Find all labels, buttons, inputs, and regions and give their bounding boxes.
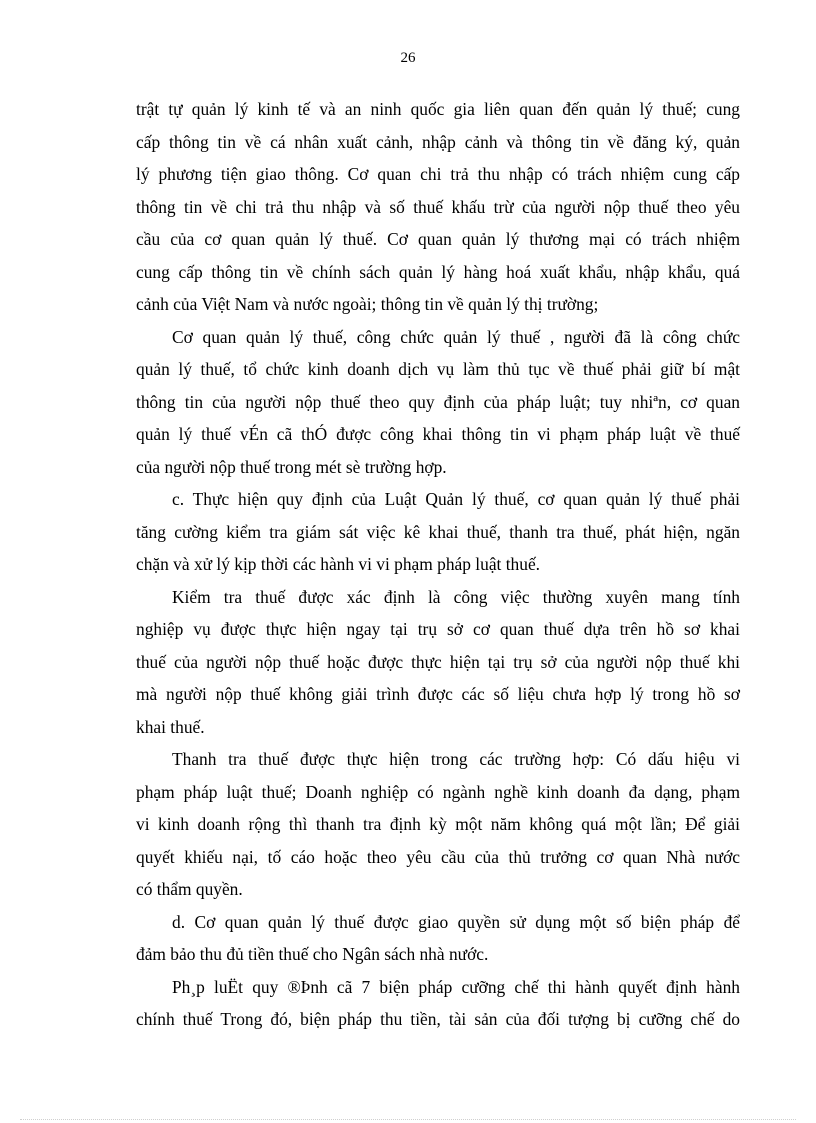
text-line: đảm bảo thu đủ tiền thuế cho Ngân sách nhà nước. — [136, 944, 489, 964]
text-line: nghiệp vụ được thực hiện ngay tại trụ sở cơ quan thuế dựa trên hồ sơ khai — [136, 619, 740, 639]
text-line: của người nộp thuế trong mét sè trường hợp. — [136, 456, 447, 477]
text-line: chính thuế Trong đó, biện pháp thu tiền, tài sản của đối tượng bị cưỡng chế do — [136, 1009, 740, 1029]
text-line: lý phương tiện giao thông. Cơ quan chi trả thu nhập có trách nhiệm cung cấp — [136, 164, 740, 184]
text-line: vi kinh doanh rộng thì thanh tra định kỳ một năm không quá một lần; Để giải — [136, 814, 740, 834]
text-line: chặn và xử lý kịp thời các hành vi vi phạm pháp luật thuế. — [136, 554, 541, 574]
page-number: 26 — [400, 50, 416, 66]
text-line: Cơ quan quản lý thuế, công chức quản lý thuế , người đã là công chức — [172, 326, 740, 347]
text-line: Kiểm tra thuế được xác định là công việc thường xuyên mang tính — [172, 586, 740, 607]
text-line: quản lý thuế, tổ chức kinh doanh dịch vụ làm thủ tục về thuế phải giữ bí mật — [136, 359, 740, 379]
text-line: mà người nộp thuế không giải trình được các số liệu chưa hợp lý trong hồ sơ — [136, 684, 740, 704]
text-line: thông tin của người nộp thuế theo quy định của pháp luật; tuy nhiªn, cơ quan — [136, 391, 740, 412]
text-line: cầu của cơ quan quản lý thuế. Cơ quan quản lý thương mại có trách nhiệm — [136, 229, 740, 249]
text-line: quản lý thuế vÉn cã thÓ được công khai thông tin vi phạm pháp luật về thuế — [136, 424, 740, 444]
text-line: Thanh tra thuế được thực hiện trong các trường hợp: Có dấu hiệu vi — [172, 749, 740, 769]
text-line: trật tự quản lý kinh tế và an ninh quốc gia liên quan đến quản lý thuế; cung — [136, 99, 740, 119]
text-line: Ph¸p luËt quy ®Þnh cã 7 biện pháp cưỡng chế thi hành quyết định hành — [172, 976, 740, 997]
text-line: cảnh của Việt Nam và nước ngoài; thông tin về quản lý thị trường; — [136, 294, 599, 314]
text-line: c. Thực hiện quy định của Luật Quản lý thuế, cơ quan quản lý thuế phải — [172, 489, 740, 509]
text-line: thông tin về chi trả thu nhập và số thuế khấu trừ của người nộp thuế theo yêu — [136, 196, 740, 217]
text-line: khai thuế. — [136, 716, 205, 737]
text-line: cấp thông tin về cá nhân xuất cảnh, nhập cảnh và thông tin về đăng ký, quản — [136, 131, 740, 152]
text-line: cung cấp thông tin về chính sách quản lý hàng hoá xuất khẩu, nhập khẩu, quá — [136, 261, 740, 282]
text-line: tăng cường kiểm tra giám sát việc kê khai thuế, thanh tra thuế, phát hiện, ngăn — [136, 521, 740, 542]
text-line: d. Cơ quan quản lý thuế được giao quyền sử dụng một số biện pháp để — [172, 911, 740, 932]
body-text — [136, 93, 740, 1036]
text-line: thuế của người nộp thuế hoặc được thực hiện tại trụ sở của người nộp thuế khi — [136, 651, 740, 672]
text-line: phạm pháp luật thuế; Doanh nghiệp có ngành nghề kinh doanh đa dạng, phạm — [136, 781, 740, 802]
text-line: quyết khiếu nại, tố cáo hoặc theo yêu cầu của thủ trưởng cơ quan Nhà nước — [136, 846, 740, 867]
text-line: có thẩm quyền. — [136, 879, 243, 899]
page-bottom-divider — [20, 1119, 796, 1120]
